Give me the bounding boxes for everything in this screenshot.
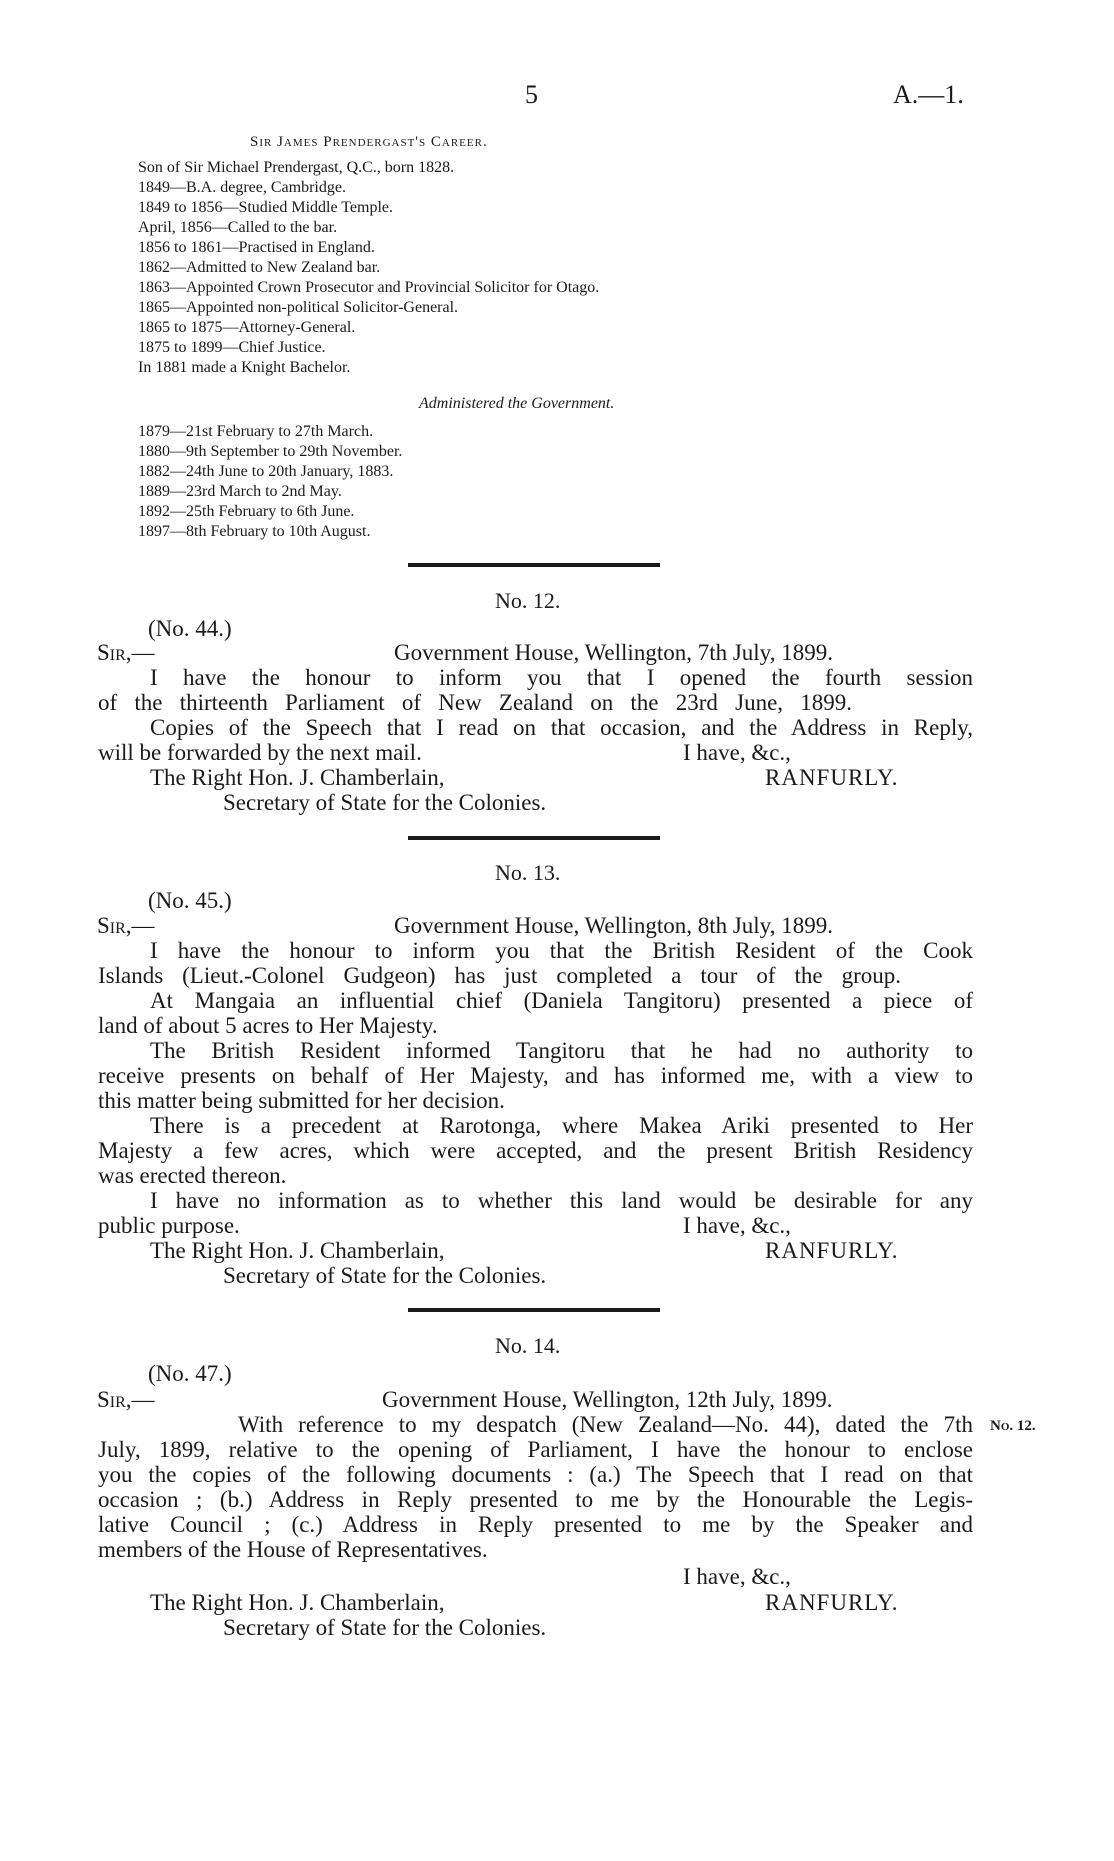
body-line: was erected thereon. bbox=[98, 1163, 287, 1188]
signature: RANFURLY. bbox=[765, 765, 899, 790]
addressee: The Right Hon. J. Chamberlain, bbox=[150, 1590, 445, 1615]
despatch-number: (No. 47.) bbox=[148, 1361, 232, 1386]
salutation: Sir,— bbox=[97, 640, 155, 665]
closing: I have, &c., bbox=[683, 1564, 791, 1589]
closing: I have, &c., bbox=[683, 740, 791, 765]
career-item: April, 1856—Called to the bar. bbox=[138, 219, 338, 236]
despatch-number: (No. 45.) bbox=[148, 888, 232, 913]
section-divider bbox=[408, 1308, 660, 1312]
letter-heading: No. 12. bbox=[495, 588, 561, 613]
career-item: 1875 to 1899—Chief Justice. bbox=[138, 339, 326, 356]
letter-heading: No. 14. bbox=[495, 1333, 561, 1358]
body-line: I have the honour to inform you that I opened the fourth session bbox=[150, 665, 973, 690]
administered-item: 1897—8th February to 10th August. bbox=[138, 523, 371, 540]
body-line: receive presents on behalf of Her Majesty, and has informed me, with a view to bbox=[98, 1063, 973, 1088]
administered-item: 1879—21st February to 27th March. bbox=[138, 423, 374, 440]
sender-address: Government House, Wellington, 8th July, 1899. bbox=[394, 913, 833, 938]
body-line: land of about 5 acres to Her Majesty. bbox=[98, 1013, 438, 1038]
body-line: I have the honour to inform you that the British Resident of the Cook bbox=[150, 938, 973, 963]
sender-address: Government House, Wellington, 12th July, 1899. bbox=[382, 1387, 833, 1412]
closing: I have, &c., bbox=[683, 1213, 791, 1238]
body-line: you the copies of the following documents : (a.) The Speech that I read on that bbox=[98, 1462, 973, 1487]
margin-note: No. 12. bbox=[990, 1418, 1036, 1434]
body-line: this matter being submitted for her decision. bbox=[98, 1088, 505, 1113]
addressee-title: Secretary of State for the Colonies. bbox=[223, 790, 547, 815]
body-line: July, 1899, relative to the opening of Parliament, I have the honour to enclose bbox=[98, 1437, 973, 1462]
career-item: 1849—B.A. degree, Cambridge. bbox=[138, 179, 346, 196]
body-line: members of the House of Representatives. bbox=[98, 1537, 488, 1562]
signature: RANFURLY. bbox=[765, 1238, 899, 1263]
signature: RANFURLY. bbox=[765, 1590, 899, 1615]
career-item: Son of Sir Michael Prendergast, Q.C., born 1828. bbox=[138, 159, 455, 176]
career-item: 1849 to 1856—Studied Middle Temple. bbox=[138, 199, 394, 216]
administered-title: Administered the Government. bbox=[419, 395, 615, 412]
career-list bbox=[138, 158, 599, 378]
salutation: Sir,— bbox=[97, 913, 155, 938]
career-title: Sir James Prendergast's Career. bbox=[250, 134, 488, 150]
body-line: occasion ; (b.) Address in Reply presented to me by the Honourable the Legis- bbox=[98, 1487, 973, 1512]
addressee: The Right Hon. J. Chamberlain, bbox=[150, 765, 445, 790]
career-item: 1863—Appointed Crown Prosecutor and Provincial Solicitor for Otago. bbox=[138, 279, 600, 296]
body-line: Majesty a few acres, which were accepted, and the present British Residency bbox=[98, 1138, 973, 1163]
body-line: Copies of the Speech that I read on that occasion, and the Address in Reply, bbox=[150, 715, 973, 740]
addressee-title: Secretary of State for the Colonies. bbox=[223, 1263, 547, 1288]
body-line: will be forwarded by the next mail. bbox=[98, 740, 422, 765]
addressee-title: Secretary of State for the Colonies. bbox=[223, 1615, 547, 1640]
sheet-reference: A.—1. bbox=[893, 80, 964, 109]
despatch-number: (No. 44.) bbox=[148, 616, 232, 641]
section-divider bbox=[408, 563, 660, 567]
body-line: public purpose. bbox=[98, 1213, 240, 1238]
career-item: 1865 to 1875—Attorney-General. bbox=[138, 319, 356, 336]
body-line: There is a precedent at Rarotonga, where Makea Ariki presented to Her bbox=[150, 1113, 973, 1138]
body-line: The British Resident informed Tangitoru that he had no authority to bbox=[150, 1038, 973, 1063]
section-divider bbox=[408, 836, 660, 840]
administered-item: 1882—24th June to 20th January, 1883. bbox=[138, 463, 394, 480]
body-line: At Mangaia an influential chief (Daniela Tangitoru) presented a piece of bbox=[150, 988, 973, 1013]
career-item: In 1881 made a Knight Bachelor. bbox=[138, 359, 351, 376]
addressee: The Right Hon. J. Chamberlain, bbox=[150, 1238, 445, 1263]
sender-address: Government House, Wellington, 7th July, 1899. bbox=[394, 640, 833, 665]
administered-item: 1880—9th September to 29th November. bbox=[138, 443, 403, 460]
administered-item: 1892—25th February to 6th June. bbox=[138, 503, 355, 520]
letter-heading: No. 13. bbox=[495, 860, 561, 885]
administered-list bbox=[138, 422, 402, 542]
career-item: 1865—Appointed non-political Solicitor-General. bbox=[138, 299, 459, 316]
administered-item: 1889—23rd March to 2nd May. bbox=[138, 483, 342, 500]
body-line: Islands (Lieut.-Colonel Gudgeon) has just completed a tour of the group. bbox=[98, 963, 901, 988]
body-line: With reference to my despatch (New Zealand—No. 44), dated the 7th bbox=[238, 1412, 973, 1437]
career-item: 1862—Admitted to New Zealand bar. bbox=[138, 259, 381, 276]
body-line: I have no information as to whether this land would be desirable for any bbox=[150, 1188, 973, 1213]
career-item: 1856 to 1861—Practised in England. bbox=[138, 239, 375, 256]
body-line: lative Council ; (c.) Address in Reply presented to me by the Speaker and bbox=[98, 1512, 973, 1537]
body-line: of the thirteenth Parliament of New Zealand on the 23rd June, 1899. bbox=[98, 690, 852, 715]
salutation: Sir,— bbox=[97, 1387, 155, 1412]
page-number: 5 bbox=[525, 80, 538, 109]
